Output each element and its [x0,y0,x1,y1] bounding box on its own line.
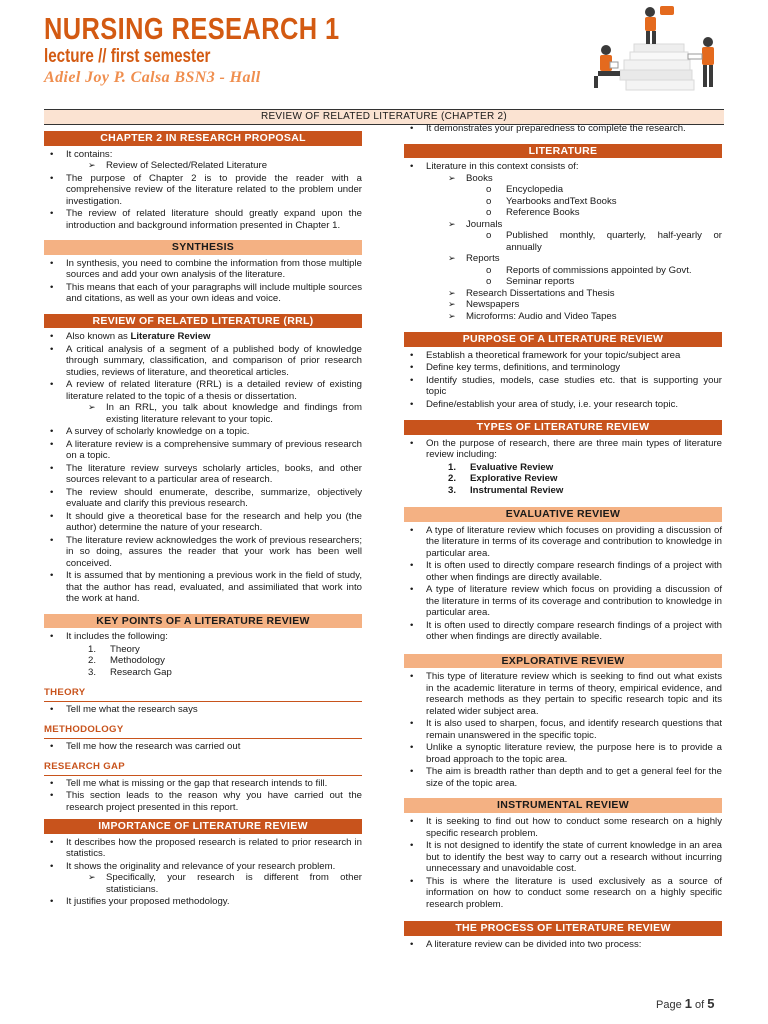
list-item: • It is often used to directly compare research findings of a project with other when findings are directly available. [404,560,722,583]
methodology-subheading: METHODOLOGY [44,724,362,739]
key-points-heading: KEY POINTS OF A LITERATURE REVIEW [44,614,362,629]
sub-list [448,253,722,265]
list-item: • On the purpose of research, there are three main types of literature review including: [404,438,722,461]
list-item: 1. Theory [88,643,140,655]
process-heading: THE PROCESS OF LITERATURE REVIEW [404,921,722,936]
theory-subheading: THEORY [44,687,362,702]
list-item: • It demonstrates your preparedness to complete the research. [404,123,722,135]
sub-list [88,402,362,425]
sub-list [448,173,722,185]
purpose-list [404,350,722,411]
importance-list [44,837,362,908]
list-item: • The purpose of Chapter 2 is to provide the reader with a comprehensive review of the literature related to the problem under investigation. [44,173,362,208]
list-item: • This means that each of your paragraphs will include multiple sources and citations, as well as your own ideas and voice. [44,282,362,305]
list-item: ➢ Reports [448,253,722,265]
list-item: • The review of related literature should greatly expand upon the introduction and background information presented in Chapter 1. [44,208,362,231]
key-points-numbered [88,644,362,679]
list-item: • Define key terms, definitions, and terminology [404,362,722,374]
list-item: • It contains: ➢ Review of Selected/Related Literature [44,149,362,172]
continued-list [404,123,722,135]
list-item: ➢ In an RRL, you talk about knowledge and findings from existing literature relevant to your topic. [88,402,362,425]
list-item: ➢ Specifically, your research is different from other statisticians. [88,872,362,895]
list-item: o Reference Books [486,207,722,219]
importance-heading: IMPORTANCE OF LITERATURE REVIEW [44,819,362,834]
synthesis-heading: SYNTHESIS [44,240,362,255]
literature-list [404,161,722,322]
list-item: o Seminar reports [486,276,722,288]
list-item: • Identify studies, models, case studies etc. that is supporting your topic [404,375,722,398]
list-item: o Yearbooks andText Books [486,196,722,208]
instrumental-heading: INSTRUMENTAL REVIEW [404,798,722,813]
list-item: • It should give a theoretical base for the research and help you (the author) determine the nature of your research. [44,511,362,534]
list-item: 3. Research Gap [88,666,172,678]
books-list [486,184,722,219]
purpose-heading: PURPOSE OF A LITERATURE REVIEW [404,332,722,347]
list-item: ➢ Books [448,173,722,185]
rrl-list [44,331,362,605]
sub-list [88,160,362,172]
synthesis-list [44,258,362,305]
list-item: • A type of literature review which focuses on providing a discussion of the literature in terms of its coverage and contribution to knowledge in particular area. [404,525,722,560]
research-gap-subheading: RESEARCH GAP [44,761,362,776]
list-item: • Define/establish your area of study, i.e. your research topic. [404,399,722,411]
list-item: • It includes the following: [44,631,362,643]
list-item: • It is also used to sharpen, focus, and identify research questions that remain unanswered in the specific topic. [404,718,722,741]
list-item: ➢ Review of Selected/Related Literature [88,160,362,172]
list-item: ➢ Journals [448,219,722,231]
document-title: NURSING RESEARCH 1 [44,11,340,46]
list-item: • It is often used to directly compare research findings of a project with other when findings are directly available. [404,620,722,643]
list-item: • A literature review is a comprehensive summary of previous research on a topic. [44,439,362,462]
list-item: • A literature review can be divided into two process: [404,939,722,951]
list-item: • The literature review acknowledges the work of previous researchers; in so doing, assures the reader that your work has been well conceived. [44,535,362,570]
explorative-list [404,671,722,789]
page-number: Page 1 of 5 [656,996,715,1011]
list-item: • This section leads to the reason why you have carried out the research project presented in this report. [44,790,362,813]
list-item: • Establish a theoretical framework for your topic/subject area [404,350,722,362]
list-item: • Also known as Literature Review [44,331,362,343]
methodology-list [44,741,362,753]
list-item: 1. Evaluative Review [448,461,554,473]
list-item: ➢ Research Dissertations and Thesis [448,288,722,300]
list-item: • A survey of scholarly knowledge on a topic. [44,426,362,438]
types-list [404,438,722,461]
reading-people-illustration [584,2,734,94]
key-points-list [44,631,362,643]
list-item: • This is where the literature is used exclusively as a source of information on how to conduct some research on a highly specific research problem. [404,876,722,911]
evaluative-heading: EVALUATIVE REVIEW [404,507,722,522]
sub-list [448,288,722,323]
list-item: • It justifies your proposed methodology. [44,896,362,908]
left-column [44,123,362,909]
types-heading: TYPES OF LITERATURE REVIEW [404,420,722,435]
list-item: • Literature in this context consists of: ➢ Books o Encyclopedia o Yearbooks andText Books o Reference Books ➢ Journals o Published monthly, quarterly, half-yearly or annually ➢ Reports o Reports of commissions appointed by Govt. o Seminar reports ➢ Research Dissertations and Thesis ➢ Newspapers ➢ Microforms: Audio and Video Tapes [404,161,722,322]
research-gap-list [44,778,362,814]
list-item: ➢ Newspapers [448,299,722,311]
reports-list [486,265,722,288]
right-column [404,123,722,951]
list-item: • A review of related literature (RRL) is a detailed review of existing literature related to the topic of a thesis or dissertation. ➢ In an RRL, you talk about knowledge and findings from existing literature relevant to your topic. [44,379,362,425]
list-item: • A type of literature review which focus on providing a discussion of the literature in terms of its coverage and contribution to knowledge in particular area. [404,584,722,619]
list-item: 3. Instrumental Review [448,484,564,496]
list-item: • It is assumed that by mentioning a previous work in the field of study, that the author has read, evaluated, and assimiliated that work into the work at hand. [44,570,362,605]
list-item: • Tell me what the research says [44,704,362,716]
document-subtitle: lecture // first semester [44,46,211,67]
chapter2-list [44,149,362,232]
list-item: 2. Methodology [88,655,165,667]
list-item: • It shows the originality and relevance of your research problem. ➢ Specifically, your research is different from other statisticians. [44,861,362,896]
instrumental-list [404,816,722,910]
list-item: • It is seeking to find out how to conduct some research on a highly specific research problem. [404,816,722,839]
list-item: • It describes how the proposed research is related to prior research in statistics. [44,837,362,860]
list-item: • Unlike a synoptic literature review, the purpose here is to provide a broad approach to the topic area. [404,742,722,765]
list-item: 2. Explorative Review [448,473,558,485]
process-list [404,939,722,951]
evaluative-list [404,525,722,643]
chapter2-heading: CHAPTER 2 IN RESEARCH PROPOSAL [44,131,362,146]
list-item: • The review should enumerate, describe, summarize, objectively evaluate and clarify this previous research. [44,487,362,510]
list-item: • The aim is breadth rather than depth and to get a general feel for the size of the topic area. [404,766,722,789]
list-item: o Encyclopedia [486,184,722,196]
author-name: Adiel Joy P. Calsa BSN3 - Hall [44,69,261,86]
list-item: o Reports of commissions appointed by Govt. [486,265,722,277]
sub-list [448,219,722,231]
list-item: • It is not designed to identify the state of current knowledge in an area but to identify the best way to carry out a research without incurring unnecessary and unavoidable cost. [404,840,722,875]
journals-list [486,230,722,253]
rrl-heading: REVIEW OF RELATED LITERATURE (RRL) [44,314,362,329]
list-item: • Tell me what is missing or the gap that research intends to fill. [44,778,362,790]
explorative-heading: EXPLORATIVE REVIEW [404,654,722,669]
list-item: • In synthesis, you need to combine the information from those multiple sources and add your own analysis of the literature. [44,258,362,281]
list-item: • A critical analysis of a segment of a published body of knowledge through summary, classification, and comparison of prior research studies, reviews of literature, and theoretical articles. [44,344,362,379]
list-item: • The literature review surveys scholarly articles, books, and other sources relevant to a particular area of research. [44,463,362,486]
list-item: o Published monthly, quarterly, half-yearly or annually [486,230,722,253]
literature-heading: LITERATURE [404,144,722,159]
list-item: • This type of literature review which is seeking to find out what exists in the academic literature in terms of theory, empirical evidence, and research methods as they pertain to specific research topic and its related wider subject area. [404,671,722,717]
main-section-title: REVIEW OF RELATED LITERATURE (CHAPTER 2) [44,109,724,125]
sub-list [88,872,362,895]
theory-list [44,704,362,716]
types-numbered [448,462,722,497]
list-item: ➢ Microforms: Audio and Video Tapes [448,311,722,323]
list-item: • Tell me how the research was carried out [44,741,362,753]
